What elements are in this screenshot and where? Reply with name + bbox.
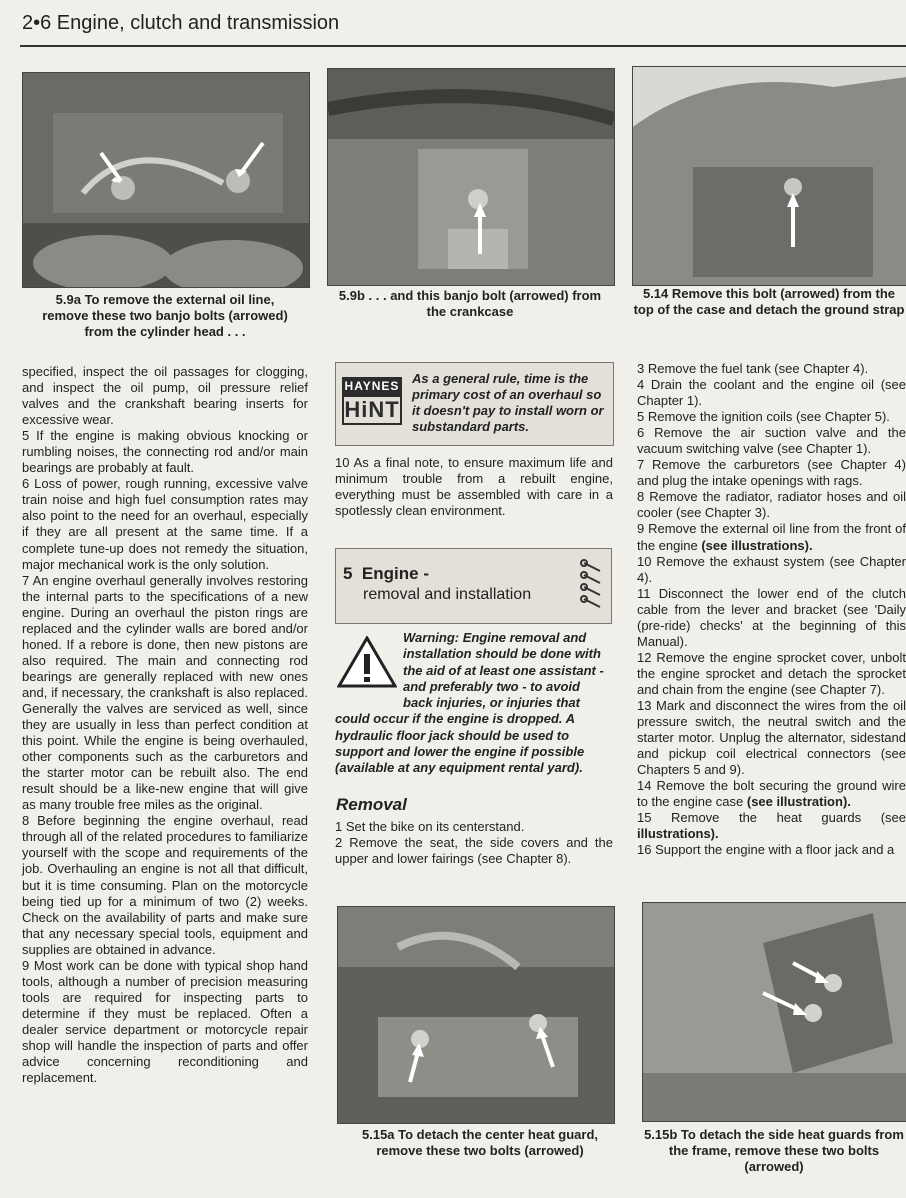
- photo-5-15a: [337, 906, 615, 1124]
- section-title: [343, 564, 531, 605]
- paragraph-6: 6 Loss of power, rough running, excessive valve train noise and high fuel consumption rates may also point to the need for an overhaul, especially if they are all present at the same time. If a complete tune-up does not remedy the situation, major mechanical work is the only solution.: [22, 476, 308, 572]
- haynes-hint-box: [335, 362, 614, 446]
- paragraph-9: 9 Most work can be done with typical shop hand tools, although a number of precision measuring tools are required for inspecting parts to determine if they must be replaced. Often a dealer service department or motorcycle repair shop will handle the inspection of parts and offer advice concerning reconditioning and replacement.: [22, 957, 308, 1086]
- section-subheading: removal and installation: [363, 586, 532, 603]
- step-1: 1 Set the bike on its centerstand.: [335, 819, 525, 834]
- caption-5-15b: 5.15b To detach the side heat guards from the frame, remove these two bolts (arrowed): [644, 1127, 904, 1174]
- paragraph-10: 10 As a final note, to ensure maximum life and minimum trouble from a rebuilt engine, everything must be assembled with care in a spotlessly clean environment.: [335, 455, 613, 519]
- spanner-rating-icon: [580, 557, 604, 615]
- warning-text: [335, 630, 612, 777]
- paragraph-5: 5 If the engine is making obvious knocking or rumbling noises, the connecting rod and/or main bearings are probably at fault.: [22, 428, 308, 476]
- section-heading: Engine -: [361, 564, 429, 583]
- step-14-ref: (see illustration).: [746, 794, 851, 810]
- header-rule: [20, 45, 906, 47]
- step-15-ref: illustrations).: [637, 826, 719, 842]
- paragraph-7: 7 An engine overhaul generally involves restoring the internal parts to the specifications of a new engine. During an overhaul the piston rings are replaced and the cylinder walls are bored and/or honed. If a rebore is done, then new pistons are also required. The main and connecting rod bearings are generally replaced with new ones and, if necessary, the crankshaft is also replaced. Generally the valves are serviced as well, since they are usually in less than perfect condition at this point. While the engine is being overhauled, other components such as the carburetors and the starter motor can be rebuilt also. The end result should be a like-new engine that will give as many trouble free miles as the original.: [22, 572, 308, 813]
- step-14: [637, 778, 906, 810]
- photo-5-14: [632, 66, 906, 286]
- column-1-text: [22, 364, 308, 1086]
- hint-text: As a general rule, time is the primary cost of an overhaul so it doesn't pay to install worn or substandard parts.: [412, 371, 604, 434]
- step-15-text: 15 Remove the heat guards (see: [637, 810, 906, 826]
- step-10: 10 Remove the exhaust system (see Chapter 4).: [637, 553, 906, 585]
- photo-5-9a: [22, 72, 310, 288]
- removal-steps: [335, 819, 613, 867]
- step-9: [637, 521, 906, 553]
- caption-5-9a: 5.9a To remove the external oil line, remove these two banjo bolts (arrowed) from the cylinder head . . .: [42, 292, 288, 339]
- section-5-box: [335, 548, 612, 624]
- step-4: 4 Drain the coolant and the engine oil (see Chapter 1).: [637, 377, 906, 409]
- step-16: 16 Support the engine with a floor jack and a: [637, 842, 895, 858]
- step-5: 5 Remove the ignition coils (see Chapter 5).: [637, 409, 890, 425]
- step-11: 11 Disconnect the lower end of the clutch cable from the lever and bracket (see 'Daily (pre-ride) checks' at the beginning of this Manual).: [637, 585, 906, 649]
- photo-5-15b: [642, 902, 906, 1122]
- step-14-text: 14 Remove the bolt securing the ground wire to the engine case: [637, 778, 906, 810]
- caption-5-14: 5.14 Remove this bolt (arrowed) from the top of the case and detach the ground strap: [633, 286, 905, 317]
- step-6: 6 Remove the air suction valve and the vacuum switching valve (see Chapter 1).: [637, 425, 906, 457]
- hint-logo-top: HAYNES: [342, 377, 402, 395]
- page-header: 2•6 Engine, clutch and transmission: [22, 12, 340, 34]
- section-number: 5: [343, 564, 353, 583]
- warning-content: Warning: Engine removal and installation should be done with the aid of at least one assistant - and preferably two - to avoid back injuries, or injuries that could occur if the engine is dropped. A hydraulic floor jack should be used to support and lower the engine if possible (available at any equipment rental yard).: [335, 630, 604, 776]
- warning-icon-spacer: [335, 630, 403, 696]
- step-15: [637, 810, 906, 842]
- caption-5-15a: 5.15a To detach the center heat guard, remove these two bolts (arrowed): [362, 1127, 598, 1158]
- haynes-hint-logo: [342, 377, 402, 427]
- step-7: 7 Remove the carburetors (see Chapter 4) and plug the intake openings with rags.: [637, 457, 906, 489]
- step-3: 3 Remove the fuel tank (see Chapter 4).: [637, 361, 869, 376]
- photo-5-9b: [327, 68, 615, 286]
- removal-heading: Removal: [336, 795, 407, 814]
- caption-5-9b: 5.9b . . . and this banjo bolt (arrowed) from the crankcase: [338, 288, 602, 319]
- step-8: 8 Remove the radiator, radiator hoses and oil cooler (see Chapter 3).: [637, 489, 906, 521]
- hint-logo-bottom: HiNT: [342, 395, 402, 425]
- paragraph-intro: specified, inspect the oil passages for clogging, and inspect the oil pump, oil pressure relief valves and the crankshaft bearing inserts for excessive wear.: [22, 364, 308, 428]
- step-9-ref: (see illustrations).: [701, 537, 813, 553]
- column-3-text: [637, 361, 906, 858]
- step-9-text: 9 Remove the external oil line from the front of the engine: [637, 521, 906, 553]
- step-13: 13 Mark and disconnect the wires from the oil pressure switch, the neutral switch and the starter motor. Unplug the alternator, sidestand and pickup coil electrical connectors (see Chapters 5 and 9).: [637, 697, 906, 778]
- step-2: 2 Remove the seat, the side covers and the upper and lower fairings (see Chapter 8).: [335, 835, 613, 867]
- paragraph-8: 8 Before beginning the engine overhaul, read through all of the related procedures to familiarize yourself with the scope and requirements of the job. Overhauling an engine is not all that difficult, but it is time consuming. Plan on the motorcycle being tied up for a minimum of two (2) weeks. Check on the availability of parts and make sure that any necessary special tools, equipment and supplies are obtained in advance.: [22, 813, 308, 957]
- step-12: 12 Remove the engine sprocket cover, unbolt the engine sprocket and detach the sprocket and chain from the engine (see Chapter 7).: [637, 649, 906, 697]
